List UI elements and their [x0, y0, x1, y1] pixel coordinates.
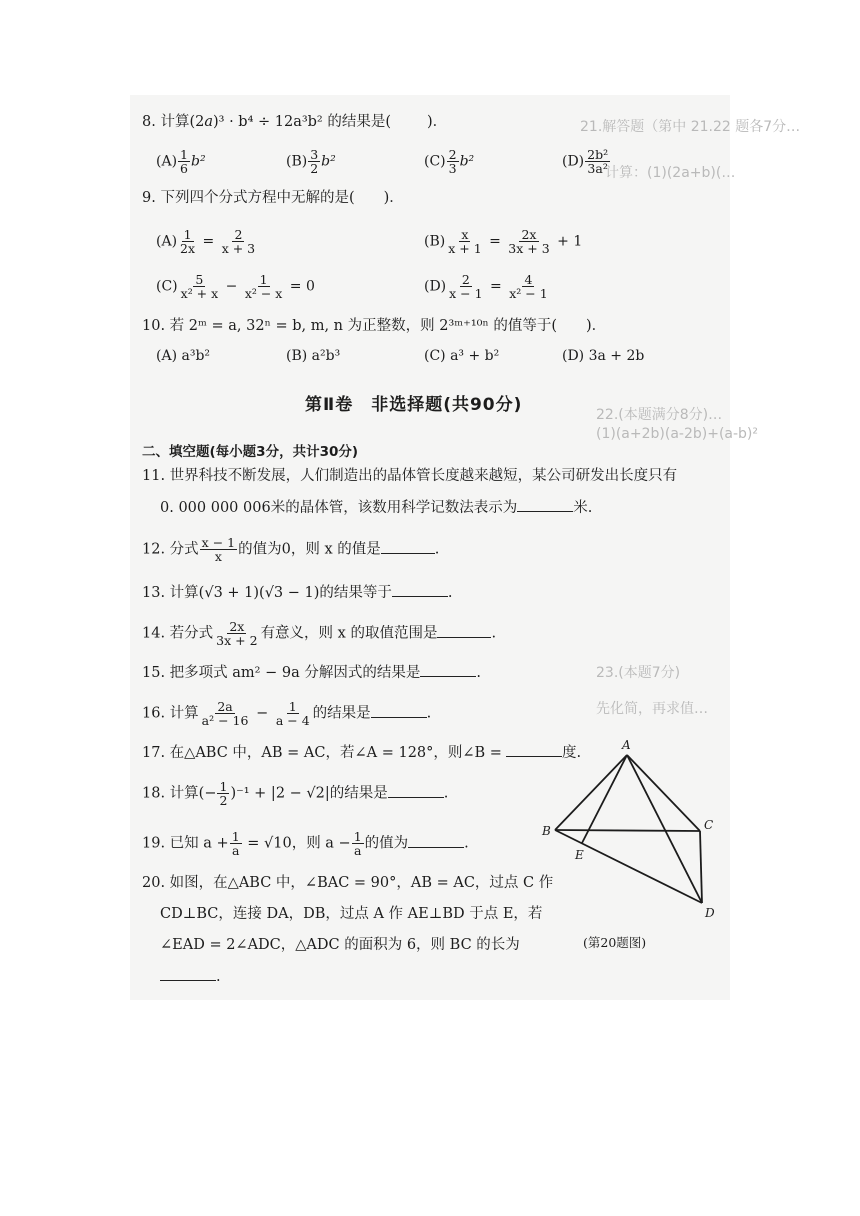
segment-ad — [627, 755, 702, 903]
q9-option-c: (C) $\frac{5}{\text{x² + x}}$ − $\frac{1}{\text{x² − x}}$ = 0 — [156, 272, 315, 301]
answer-blank[interactable] — [160, 966, 216, 981]
bleed-text-6: 先化简，再求值… — [596, 701, 708, 717]
answer-blank[interactable] — [437, 623, 491, 638]
question-9-stem: 9. 下列四个分式方程中无解的是( )． — [142, 190, 404, 206]
question-16: 16. 计算 $\frac{2a}{\text{a² − 16}}$ − $\frac{1}{a - 4}$ 的结果是 . — [142, 699, 432, 728]
bleed-text-1: 21.解答题（第中 21.22 题各7分… — [580, 119, 801, 135]
question-15: 15. 把多项式 am² − 9a 分解因式的结果是 . — [142, 662, 481, 683]
segment-bd — [555, 830, 702, 903]
segment-cd — [700, 831, 702, 903]
answer-blank[interactable] — [420, 662, 476, 677]
question-20-line-4: . — [160, 966, 221, 987]
answer-blank[interactable] — [388, 783, 444, 798]
label-c: C — [704, 818, 714, 832]
question-19: 19. 已知 a + $\frac{1}{a}$ = √10，则 a − $\frac{1}{a}$ 的值为 . — [142, 829, 469, 858]
question-18: 18. 计算(− $\frac{1}{2}$ )⁻¹ + |2 − √2|的结果是 . — [142, 779, 449, 808]
q8-option-c: (C) $\frac{2}{3}$ b² — [424, 147, 475, 176]
question-17: 17. 在△ABC 中，AB = AC，若∠A = 128°，则∠B = 度. — [142, 742, 581, 763]
bleed-text-3: 22.(本题满分8分)… — [596, 407, 723, 423]
question-14: 14. 若分式 $\frac{2x}{3x + 2}$ 有意义，则 x 的取值范围是 . — [142, 619, 497, 648]
question-20-line-3: ∠EAD = 2∠ADC，△ADC 的面积为 6，则 BC 的长为 — [160, 937, 520, 953]
q10-option-b: (B) a²b³ — [286, 348, 341, 364]
label-b: B — [542, 824, 551, 838]
question-20-line-2: CD⊥BC，连接 DA，DB，过点 A 作 AE⊥BD 于点 E，若 — [160, 906, 543, 922]
q8-option-b: (B) $\frac{3}{2}$ b² — [286, 147, 336, 176]
triangle-figure — [540, 735, 730, 930]
answer-blank[interactable] — [371, 703, 427, 718]
answer-blank[interactable] — [517, 497, 573, 512]
answer-blank[interactable] — [408, 833, 464, 848]
question-12: 12. 分式 $\frac{x - 1}{x}$ 的值为0，则 x 的值是 . — [142, 535, 440, 564]
segment-bc — [555, 830, 700, 831]
section-title: 第Ⅱ卷 非选择题(共90分) — [305, 395, 523, 415]
figure-caption: (第20题图) — [583, 935, 647, 950]
q9-option-b: (B) $\frac{x}{x + 1}$ = $\frac{2x}{3x + 3}$ + 1 — [424, 227, 583, 256]
label-a: A — [622, 738, 631, 752]
q10-option-d: (D) 3a + 2b — [562, 348, 645, 364]
q9-option-a: (A) $\frac{1}{2x}$ = $\frac{2}{x + 3}$ — [156, 227, 256, 256]
q8-option-d: (D) $\frac{\text{2b²}}{\text{3a²}}$ — [562, 147, 609, 176]
question-8-stem: 8. 计算(2a)³ · b⁴ ÷ 12a³b² 的结果是( )． — [142, 114, 448, 130]
question-20-line-1: 20. 如图，在△ABC 中，∠BAC = 90°，AB = AC，过点 C 作 — [142, 875, 554, 891]
q8-option-a: (A) $\frac{1}{6}$ b² — [156, 147, 206, 176]
question-11-line-1: 11. 世界科技不断发展，人们制造出的晶体管长度越来越短，某公司研发出长度只有 — [142, 468, 678, 484]
label-d: D — [705, 906, 715, 920]
question-11-line-2: 0. 000 000 006米的晶体管，该数用科学记数法表示为 米. — [160, 497, 592, 518]
bleed-text-5: 23.(本题7分) — [596, 665, 681, 681]
q9-option-d: (D) $\frac{2}{x - 1}$ = $\frac{4}{\text{x² − 1}}$ — [424, 272, 548, 301]
segment-ab — [555, 755, 627, 830]
q10-option-c: (C) a³ + b² — [424, 348, 500, 364]
bleed-text-2: 计算：(1)(2a+b)(… — [605, 165, 736, 181]
q10-option-a: (A) a³b² — [156, 348, 211, 364]
question-13: 13. 计算(√3 + 1)(√3 − 1)的结果等于 . — [142, 582, 453, 603]
answer-blank[interactable] — [381, 539, 435, 554]
answer-blank[interactable] — [392, 582, 448, 597]
label-e: E — [575, 848, 584, 862]
section-subtitle: 二、填空题(每小题3分，共计30分) — [142, 444, 359, 460]
bleed-text-4: (1)(a+2b)(a-2b)+(a-b)² — [596, 426, 758, 442]
question-10-stem: 10. 若 2ᵐ = a, 32ⁿ = b, m, n 为正整数，则 2³ᵐ⁺¹⁰ⁿ 的值等于( )． — [142, 318, 607, 334]
segment-ac — [627, 755, 700, 831]
